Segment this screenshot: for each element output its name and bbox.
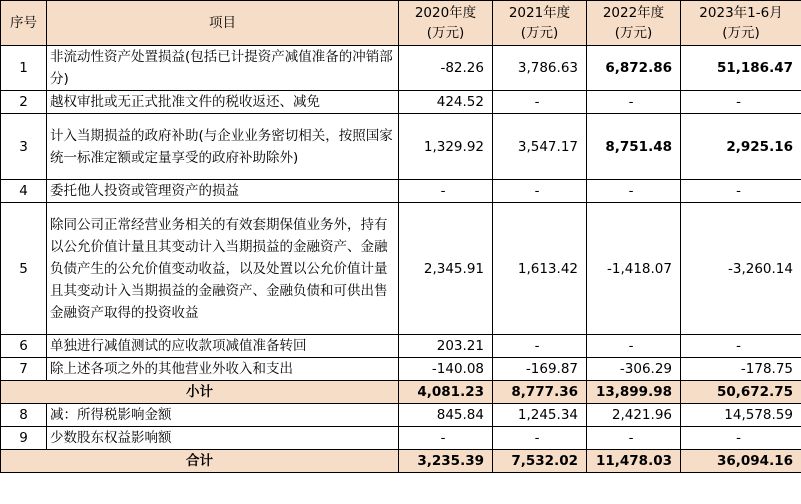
row-item: 减：所得税影响金额 (47, 404, 399, 427)
header-row (1, 1, 801, 46)
subtotal-2021: 8,777.36 (493, 381, 587, 404)
table-row (1, 335, 801, 358)
value-2020: -82.26 (399, 46, 493, 91)
value-2022: 6,872.86 (587, 46, 681, 91)
header-item: 项目 (47, 1, 399, 46)
value-2021: 1,245.34 (493, 404, 587, 427)
value-2021: 3,786.63 (493, 46, 587, 91)
header-2022: 2022年度 (万元) (587, 1, 681, 46)
value-2020: 2,345.91 (399, 203, 493, 335)
value-2023h1: 51,186.47 (681, 46, 801, 91)
row-item: 计入当期损益的政府补助(与企业业务密切相关，按照国家统一标准定额或定量享受的政府补助除外) (47, 114, 399, 180)
row-index: 7 (1, 358, 47, 381)
total-2020: 3,235.39 (399, 450, 493, 473)
table-row (1, 427, 801, 450)
value-2023h1: -178.75 (681, 358, 801, 381)
row-index: 4 (1, 180, 47, 203)
row-item: 少数股东权益影响额 (47, 427, 399, 450)
total-2022: 11,478.03 (587, 450, 681, 473)
subtotal-2022: 13,899.98 (587, 381, 681, 404)
value-2020: 203.21 (399, 335, 493, 358)
value-2023h1: - (681, 427, 801, 450)
subtotal-2023h1: 50,672.75 (681, 381, 801, 404)
value-2022: -306.29 (587, 358, 681, 381)
value-2023h1: 14,578.59 (681, 404, 801, 427)
row-item: 除同公司正常经营业务相关的有效套期保值业务外，持有以公允价值计量且其变动计入当期损益的金融资产、金融负债产生的公允价值变动收益，以及处置以公允价值计量且其变动计入当期损益的金融资产、金融负债和可供出售金融资产取得的投资收益 (47, 203, 399, 335)
value-2022: 8,751.48 (587, 114, 681, 180)
table-row (1, 358, 801, 381)
row-index: 8 (1, 404, 47, 427)
row-index: 9 (1, 427, 47, 450)
value-2023h1: 2,925.16 (681, 114, 801, 180)
table-row (1, 46, 801, 91)
header-index: 序号 (1, 1, 47, 46)
value-2022: 2,421.96 (587, 404, 681, 427)
table-row (1, 114, 801, 180)
value-2022: - (587, 180, 681, 203)
row-index: 6 (1, 335, 47, 358)
value-2020: 424.52 (399, 91, 493, 114)
row-item: 非流动性资产处置损益(包括已计提资产减值准备的冲销部分) (47, 46, 399, 91)
value-2020: 845.84 (399, 404, 493, 427)
table-row (1, 91, 801, 114)
value-2021: - (493, 180, 587, 203)
row-item: 委托他人投资或管理资产的损益 (47, 180, 399, 203)
value-2020: - (399, 180, 493, 203)
value-2022: - (587, 427, 681, 450)
value-2021: -169.87 (493, 358, 587, 381)
header-2023h1: 2023年1-6月 (万元) (681, 1, 801, 46)
row-item: 除上述各项之外的其他营业外收入和支出 (47, 358, 399, 381)
value-2020: 1,329.92 (399, 114, 493, 180)
total-label: 合计 (1, 450, 399, 473)
row-index: 1 (1, 46, 47, 91)
table-row (1, 203, 801, 335)
row-index: 3 (1, 114, 47, 180)
row-index: 5 (1, 203, 47, 335)
value-2021: - (493, 427, 587, 450)
row-index: 2 (1, 91, 47, 114)
total-row (1, 450, 801, 473)
total-2021: 7,532.02 (493, 450, 587, 473)
value-2022: - (587, 335, 681, 358)
row-item: 越权审批或无正式批准文件的税收返还、减免 (47, 91, 399, 114)
value-2023h1: - (681, 91, 801, 114)
subtotal-row (1, 381, 801, 404)
value-2022: - (587, 91, 681, 114)
subtotal-label: 小计 (1, 381, 399, 404)
value-2021: 1,613.42 (493, 203, 587, 335)
value-2022: -1,418.07 (587, 203, 681, 335)
value-2023h1: - (681, 180, 801, 203)
value-2020: - (399, 427, 493, 450)
value-2020: -140.08 (399, 358, 493, 381)
value-2023h1: -3,260.14 (681, 203, 801, 335)
table-row (1, 180, 801, 203)
value-2023h1: - (681, 335, 801, 358)
total-2023h1: 36,094.16 (681, 450, 801, 473)
value-2021: - (493, 91, 587, 114)
subtotal-2020: 4,081.23 (399, 381, 493, 404)
header-2020: 2020年度 (万元) (399, 1, 493, 46)
value-2021: - (493, 335, 587, 358)
value-2021: 3,547.17 (493, 114, 587, 180)
header-2021: 2021年度 (万元) (493, 1, 587, 46)
table-row (1, 404, 801, 427)
row-item: 单独进行减值测试的应收款项减值准备转回 (47, 335, 399, 358)
